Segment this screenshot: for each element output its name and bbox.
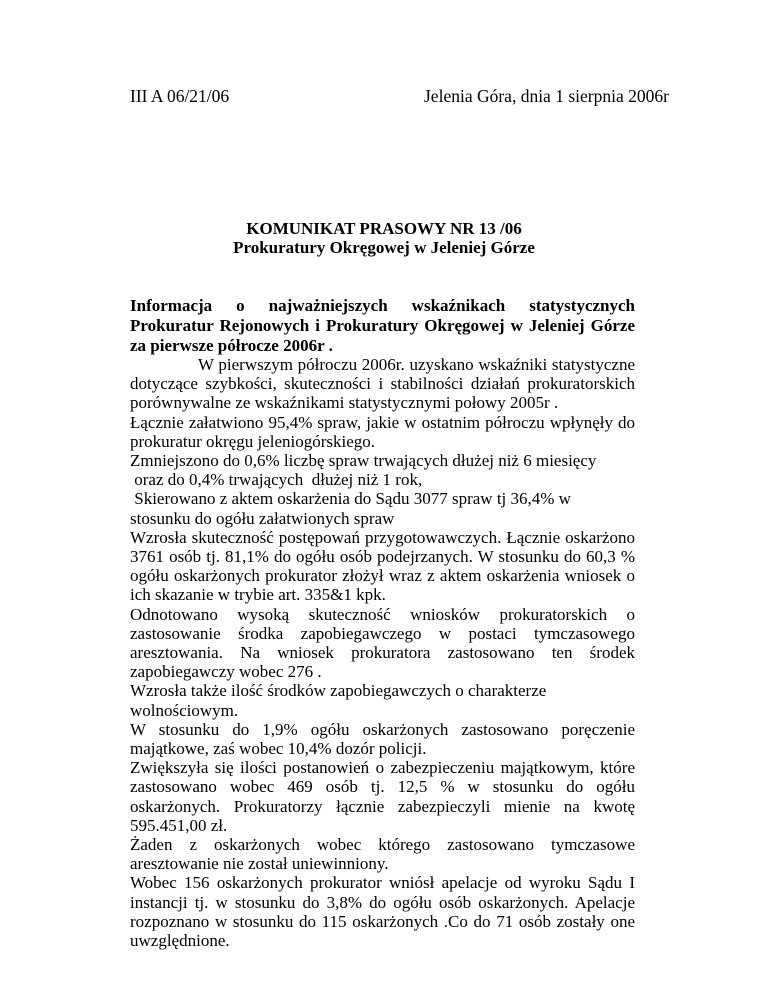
document-body — [130, 355, 635, 950]
document-reference-number: III A 06/21/06 — [130, 86, 230, 106]
place-and-date: Jelenia Góra, dnia 1 sierpnia 2006r — [424, 86, 669, 106]
paragraph-cases-1-year: oraz do 0,4% trwających dłużej niż 1 rok, — [130, 470, 423, 490]
paragraph-detention-motions: Odnotowano wysoką skuteczność wniosków prokuratorskich o zastosowanie środka zapobiegawczego w postaci tymczasowego aresztowania. Na wniosek prokuratora zastosowano ten środek zapobiegawczy wobec 276 . — [130, 604, 635, 682]
paragraph-no-acquittals: Żaden z oskarżonych wobec którego zastosowano tymczasowe aresztowanie nie został uniewinniony. — [130, 835, 635, 874]
paragraph-cases-resolved: Łącznie załatwiono 95,4% spraw, jakie w ostatnim półroczu wpłynęły do prokuratur okręgu jeleniogórskiego. — [130, 412, 635, 451]
paragraph-cases-6-months: Zmniejszono do 0,6% liczbę spraw trwających dłużej niż 6 miesięcy — [130, 451, 597, 471]
paragraph-prosecution-effectiveness: Wzrosła skuteczność postępowań przygotowawczych. Łącznie oskarżono 3761 osób tj. 81,1% do ogółu osób podejrzanych. W stosunku do 60,3 % ogółu oskarżonych prokurator złożył wraz z aktem oskarżenia wniosek o ich skazanie w trybie art. 335&1 kpk. — [130, 527, 635, 605]
paragraph-speed-effectiveness: W pierwszym półroczu 2006r. uzyskano wskaźniki statystyczne dotyczące szybkości, skuteczności i stabilności działań prokuratorskich porównywalne ze wskaźnikami statystycznymi połowy 2005r . — [130, 355, 635, 413]
document-subtitle: Prokuratury Okręgowej w Jeleniej Górze — [233, 238, 535, 257]
paragraph-appeals: Wobec 156 oskarżonych prokurator wniósł apelacje od wyroku Sądu I instancji tj. w stosunku do 3,8% do ogółu osób oskarżonych. Apelacje rozpoznano w stosunku do 115 oskarżonych .Co do 71 osób zostały one uwzględnione. — [130, 873, 635, 951]
paragraph-asset-seizure: Zwiększyła się ilości postanowień o zabezpieczeniu majątkowym, które zastosowano wobec 469 osób tj. 12,5 % w stosunku do ogółu oskarżonych. Prokuratorzy łącznie zabezpieczyli mienie na kwotę 595.451,00 zł. — [130, 758, 635, 835]
paragraph-non-custodial-measures: Wzrosła także ilość środków zapobiegawczych o charakterze wolnościowym. — [130, 681, 547, 720]
intro-heading: Informacja o najważniejszych wskaźnikach statystycznych Prokuratur Rejonowych i Prokuratury Okręgowej w Jeleniej Górze za pierwsze półrocze 2006r . — [130, 296, 635, 355]
document-title: KOMUNIKAT PRASOWY NR 13 /06 — [246, 219, 522, 238]
paragraph-bail-supervision: W stosunku do 1,9% ogółu oskarżonych zastosowano poręczenie majątkowe, zaś wobec 10,4% dozór policji. — [130, 719, 635, 759]
paragraph-indictments: Skierowano z aktem oskarżenia do Sądu 3077 spraw tj 36,4% w stosunku do ogółu załatwionych spraw — [130, 489, 576, 528]
